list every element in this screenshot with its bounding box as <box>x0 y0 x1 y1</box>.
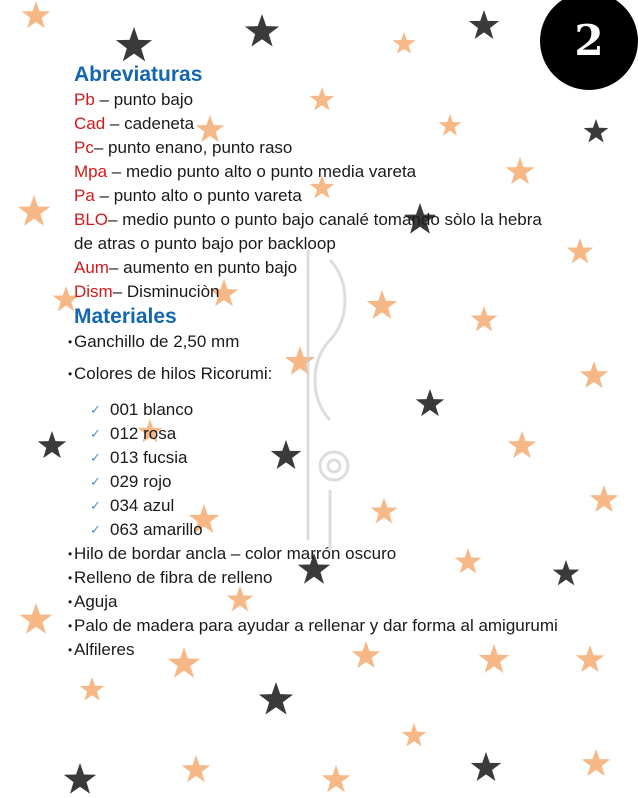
color-text: 013 fucsia <box>110 448 188 467</box>
list-item <box>68 330 564 354</box>
abbr-desc: cadeneta <box>124 114 195 133</box>
material-text: Hilo de bordar ancla – color marrón oscuro <box>74 544 397 563</box>
abbr-desc: Disminuciòn <box>126 282 220 301</box>
abbreviation-mpa <box>74 160 564 184</box>
list-item <box>90 446 564 470</box>
abbr-sep: – <box>105 114 125 133</box>
bullet-icon: • <box>68 571 73 585</box>
star-icon <box>116 27 152 61</box>
material-text: Alfileres <box>74 640 135 659</box>
star-icon <box>471 752 501 781</box>
abbr-code: Pa <box>74 186 95 205</box>
star-icon <box>80 677 105 701</box>
abbr-desc: medio punto alto o punto media vareta <box>125 162 417 181</box>
abbreviation-blo <box>74 208 564 256</box>
materials-list <box>68 330 564 662</box>
star-icon <box>402 723 427 747</box>
star-icon <box>469 10 499 39</box>
abbr-sep: – <box>107 162 126 181</box>
star-icon <box>582 749 611 776</box>
abbr-code: Dism <box>74 282 113 301</box>
color-text: 029 rojo <box>110 472 172 491</box>
material-text: Ganchillo de 2,50 mm <box>74 332 240 351</box>
bullet-icon: • <box>68 643 73 657</box>
star-icon <box>245 14 279 47</box>
color-text: 001 blanco <box>110 400 194 419</box>
list-item <box>68 362 564 386</box>
abbreviations-heading: Abreviaturas <box>74 63 203 86</box>
checkmark-icon: ✓ <box>90 522 101 537</box>
abbr-desc: medio punto o punto bajo canalé tomando sòlo la hebra de atras o punto bajo por backloop <box>74 210 542 253</box>
star-icon <box>259 682 293 715</box>
list-item <box>90 470 564 494</box>
star-icon <box>567 238 594 263</box>
list-item <box>90 422 564 446</box>
abbr-code: Pc <box>74 138 94 157</box>
bullet-icon: • <box>68 595 73 609</box>
abbr-code: Aum <box>74 258 109 277</box>
checkmark-icon: ✓ <box>90 498 101 513</box>
abbreviation-cad <box>74 112 564 136</box>
star-icon <box>322 765 351 792</box>
list-item <box>68 614 564 638</box>
abbr-sep: – <box>93 138 109 157</box>
color-list <box>74 398 564 542</box>
star-icon <box>20 603 52 634</box>
material-text: Aguja <box>74 592 118 611</box>
bullet-icon: • <box>68 335 73 349</box>
bullet-icon: • <box>68 619 73 633</box>
list-item <box>90 518 564 542</box>
list-item <box>68 638 564 662</box>
content <box>68 62 564 662</box>
checkmark-icon: ✓ <box>90 474 101 489</box>
material-text: Colores de hilos Ricorumi: <box>74 364 273 383</box>
star-icon <box>182 755 211 782</box>
color-text: 034 azul <box>110 496 175 515</box>
abbr-code: Cad <box>74 114 106 133</box>
abbr-code: Mpa <box>74 162 108 181</box>
abbr-desc: aumento en punto bajo <box>123 258 298 277</box>
star-icon <box>64 763 96 794</box>
abbr-sep: – <box>108 258 124 277</box>
abbr-sep: – <box>112 282 127 301</box>
star-icon <box>584 119 609 143</box>
abbr-sep: – <box>108 210 123 229</box>
abbreviation-aum <box>74 256 564 280</box>
star-icon <box>18 195 50 226</box>
abbreviation-pb <box>74 88 564 112</box>
star-icon <box>576 645 605 672</box>
materials-heading: Materiales <box>74 305 177 328</box>
color-list-container <box>74 392 564 542</box>
star-icon <box>393 32 416 54</box>
abbr-code: Pb <box>74 90 95 109</box>
material-text: Relleno de fibra de relleno <box>74 568 273 587</box>
color-text: 063 amarillo <box>110 520 203 539</box>
checkmark-icon: ✓ <box>90 450 101 465</box>
list-item <box>90 494 564 518</box>
list-item <box>68 542 564 566</box>
abbreviation-pa <box>74 184 564 208</box>
abbr-sep: – <box>94 186 114 205</box>
abbr-desc: punto alto o punto vareta <box>113 186 302 205</box>
checkmark-icon: ✓ <box>90 402 101 417</box>
star-icon <box>590 485 619 512</box>
list-item <box>90 398 564 422</box>
color-text: 012 rosa <box>110 424 177 443</box>
abbreviation-dism <box>74 280 564 304</box>
abbr-desc: punto bajo <box>113 90 194 109</box>
checkmark-icon: ✓ <box>90 426 101 441</box>
star-icon <box>38 431 67 458</box>
list-item <box>68 566 564 590</box>
abbr-desc: punto enano, punto raso <box>108 138 293 157</box>
star-icon <box>22 1 51 28</box>
star-icon <box>580 361 609 388</box>
bullet-icon: • <box>68 547 73 561</box>
material-text: Palo de madera para ayudar a rellenar y dar forma al amigurumi <box>74 616 558 635</box>
list-item <box>68 590 564 614</box>
abbreviation-pc <box>74 136 564 160</box>
page-number-badge: 2 <box>540 0 638 90</box>
abbr-sep: – <box>94 90 114 109</box>
abbr-code: BLO <box>74 210 109 229</box>
bullet-icon: • <box>68 367 73 381</box>
